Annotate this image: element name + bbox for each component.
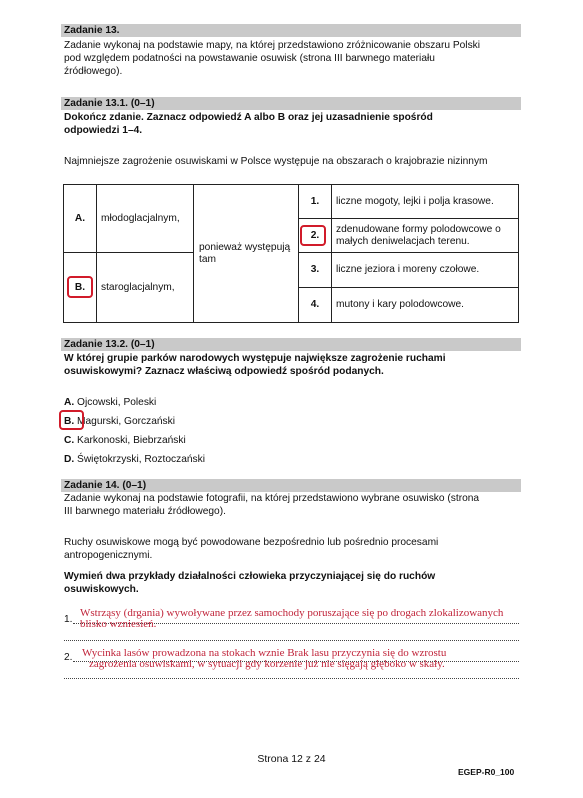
task-14-intro-line: III barwnego materiału źródłowego). (64, 506, 226, 517)
middle-connector-text: ponieważ występują tam (199, 241, 291, 265)
option-a-letter[interactable]: A. (64, 185, 97, 253)
instruction-line: Wymień dwa przykłady działalności człowieka przyczyniającej się do ruchów (64, 571, 436, 582)
task-13-intro-line: źródłowego). (64, 66, 123, 77)
question-line: W której grupie parków narodowych występuje największe zagrożenie ruchami (64, 353, 446, 364)
reason-1-number[interactable]: 1. (299, 185, 332, 219)
answer-line-1b (64, 640, 519, 641)
handwriting-line: Wycinka lasów prowadzona na stokach wznie Brak lasu przyczynia się do wzrostu (82, 647, 447, 659)
option-d[interactable] (64, 453, 205, 466)
option-c[interactable] (64, 434, 186, 447)
answer-table (63, 184, 519, 323)
answer-1-number: 1. (64, 614, 73, 625)
reason-4-number[interactable]: 4. (299, 288, 332, 323)
reason-2-text: zdenudowane formy polodowcowe o małych deniwelacjach terenu. (332, 219, 519, 253)
question-line: osuwiskowymi? Zaznacz właściwą odpowiedź spośród podanych. (64, 366, 384, 377)
task-13-intro (64, 39, 519, 78)
paragraph-line: Ruchy osuwiskowe mogą być powodowane bezpośrednio lub pośrednio procesami (64, 537, 439, 548)
task-14-instruction (64, 570, 519, 596)
reason-2-number[interactable]: 2. (299, 219, 332, 253)
task-14-header: Zadanie 14. (0–1) (61, 479, 521, 492)
task-13-1-instruction (64, 111, 519, 137)
task-14-paragraph (64, 536, 519, 562)
instruction-line: odpowiedzi 1–4. (64, 125, 143, 136)
reason-1-text: liczne mogoty, lejki i polja krasowe. (332, 185, 519, 219)
reason-3-number[interactable]: 3. (299, 253, 332, 288)
task-13-1-header: Zadanie 13.1. (0–1) (61, 97, 521, 110)
task-13-1-stem: Najmniejsze zagrożenie osuwiskami w Polsce występuje na obszarach o krajobrazie nizinnym (64, 156, 488, 167)
selected-mark-reason-2 (300, 225, 326, 246)
answer-2-handwriting[interactable] (82, 648, 446, 670)
handwriting-line: blisko wzniesień. (80, 618, 157, 630)
answer-1-handwriting[interactable] (80, 608, 503, 630)
option-text: Ojcowski, Poleski (77, 397, 157, 408)
reason-4-text: mutony i kary polodowcowe. (332, 288, 519, 323)
option-text: Świętokrzyski, Roztoczański (77, 454, 205, 465)
option-text: Karkonoski, Biebrzański (77, 435, 186, 446)
paragraph-line: antropogenicznymi. (64, 550, 153, 561)
instruction-line: osuwiskowych. (64, 584, 139, 595)
option-letter: C. (64, 435, 75, 446)
reason-3-text: liczne jeziora i moreny czołowe. (332, 253, 519, 288)
task-13-2-question (64, 352, 519, 378)
task-14-intro-line: Zadanie wykonaj na podstawie fotografii, na której przedstawiono wybrane osuwisko (strona (64, 493, 480, 504)
option-b-letter[interactable]: B. (64, 253, 97, 323)
exam-code: EGEP-R0_100 (458, 767, 515, 777)
task-13-intro-line: pod względem podatności na powstawanie osuwisk (strona III barwnego materiału (64, 53, 435, 64)
option-text: Magurski, Gorczański (77, 416, 175, 427)
option-a[interactable] (64, 396, 156, 409)
answer-2-number: 2. (64, 652, 73, 663)
instruction-line: Dokończ zdanie. Zaznacz odpowiedź A albo B oraz jej uzasadnienie spośród (64, 112, 433, 123)
option-letter: D. (64, 454, 75, 465)
answer-line-2b (64, 678, 519, 679)
handwriting-line: Wstrząsy (drgania) wywoływane przez samochody poruszające się po drogach zlokalizowanych (80, 607, 504, 619)
handwriting-line: zagrożenia osuwiskami, w sytuacji gdy korzenie już nie sięgają głęboko w skały. (89, 658, 445, 670)
middle-connector (194, 185, 299, 323)
selected-mark-option-b (67, 276, 93, 298)
selected-mark-option-b-13-2 (59, 410, 84, 430)
task-13-header: Zadanie 13. (61, 24, 521, 37)
option-b-text: staroglacjalnym, (97, 253, 194, 323)
page-number: Strona 12 z 24 (257, 753, 326, 765)
task-13-2-header: Zadanie 13.2. (0–1) (61, 338, 521, 351)
option-letter: A. (64, 397, 75, 408)
task-13-intro-line: Zadanie wykonaj na podstawie mapy, na której przedstawiono zróżnicowanie obszaru Polski (64, 40, 481, 51)
task-14-intro (64, 492, 519, 518)
option-a-text: młodoglacjalnym, (97, 185, 194, 253)
option-letter: B. (64, 416, 75, 427)
